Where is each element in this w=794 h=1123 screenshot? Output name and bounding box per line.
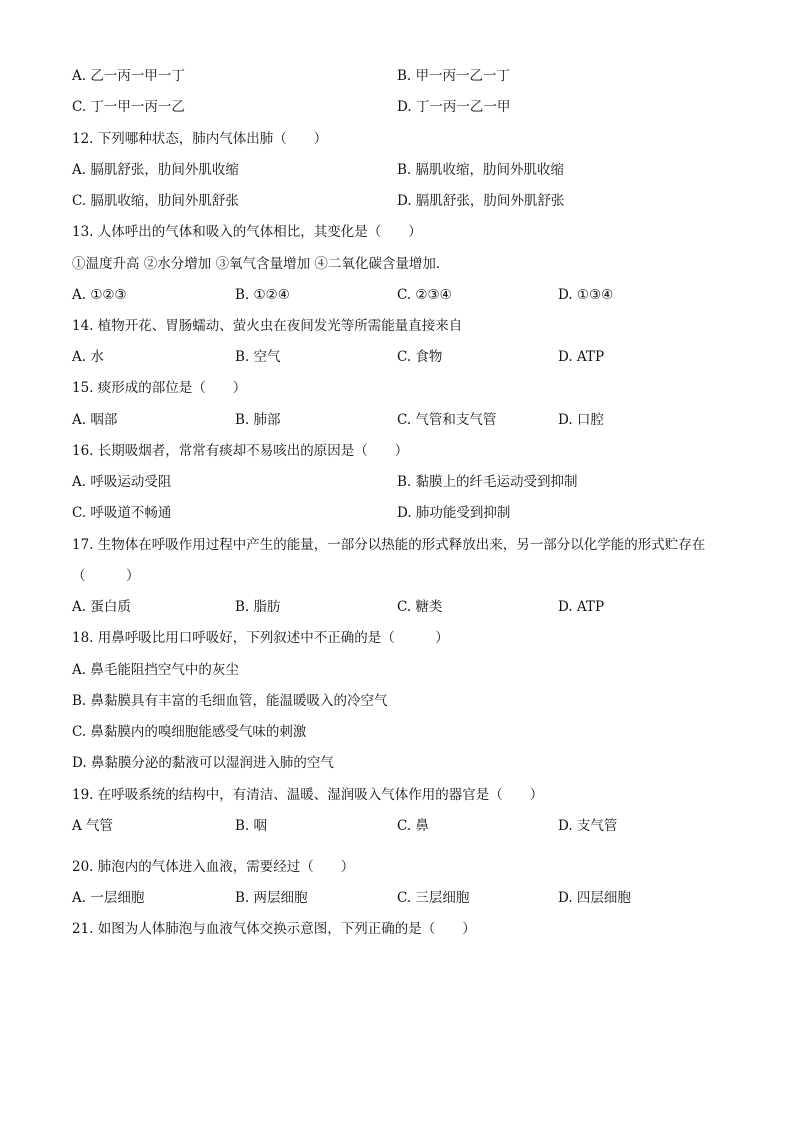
q16-stem: 16. 长期吸烟者，常常有痰却不易咳出的原因是（ ） [72, 443, 409, 459]
q16-option-b: B. 黏膜上的纤毛运动受到抑制 [397, 474, 578, 490]
q14-option-d: D. ATP [558, 349, 605, 365]
q11-option-b: B. 甲一丙一乙一丁 [397, 68, 511, 84]
q12-option-c: C. 膈肌收缩，肋间外肌舒张 [72, 193, 239, 209]
q17-stem: 17. 生物体在呼吸作用过程中产生的能量，一部分以热能的形式释放出来，另一部分以化学能的形式贮存在 [72, 537, 706, 553]
q17-option-b: B. 脂肪 [235, 599, 281, 615]
q11-options-row-2 [72, 97, 754, 117]
q16-option-a: A. 呼吸运动受阻 [72, 474, 172, 490]
q17-options [72, 597, 754, 617]
q15-option-d: D. 口腔 [558, 412, 604, 428]
q14-option-b: B. 空气 [235, 349, 281, 365]
q12-option-a: A. 膈肌舒张，肋间外肌收缩 [72, 162, 239, 178]
q19-option-b: B. 咽 [235, 818, 268, 834]
q12-stem: 12. 下列哪种状态，肺内气体出肺（ ） [72, 131, 328, 147]
q12-option-b: B. 膈肌收缩，肋间外肌收缩 [397, 162, 565, 178]
q20-options [72, 888, 754, 908]
q17-option-c: C. 糖类 [397, 599, 443, 615]
q13-stem: 13. 人体呼出的气体和吸入的气体相比，其变化是（ ） [72, 224, 422, 240]
q17-option-d: D. ATP [558, 599, 605, 615]
q20-option-b: B. 两层细胞 [235, 890, 308, 906]
q20-option-d: D. 四层细胞 [558, 890, 631, 906]
q18-option-c: C. 鼻黏膜内的嗅细胞能感受气味的刺激 [72, 724, 307, 740]
q13-options [72, 285, 754, 305]
q18-option-d: D. 鼻黏膜分泌的黏液可以湿润进入肺的空气 [72, 755, 334, 771]
q17-stem-continued: （ ） [72, 568, 140, 584]
q19-options [72, 816, 754, 836]
q15-option-b: B. 肺部 [235, 412, 281, 428]
q16-option-d: D. 肺功能受到抑制 [397, 505, 511, 521]
q15-option-c: C. 气管和支气管 [397, 412, 497, 428]
q18-option-b: B. 鼻黏膜具有丰富的毛细血管，能温暖吸入的冷空气 [72, 693, 388, 709]
q20-stem: 20. 肺泡内的气体进入血液，需要经过（ ） [72, 859, 355, 875]
q13-option-a: A. ①②③ [72, 287, 127, 303]
q19-option-a: A 气管 [72, 818, 114, 834]
q15-options [72, 410, 754, 430]
q14-option-c: C. 食物 [397, 349, 443, 365]
q11-options-row-1 [72, 66, 754, 86]
q19-option-c: C. 鼻 [397, 818, 429, 834]
q19-stem: 19. 在呼吸系统的结构中，有清洁、温暖、湿润吸入气体作用的器官是（ ） [72, 787, 544, 803]
q11-option-c: C. 丁一甲一丙一乙 [72, 99, 185, 115]
q12-options-row-1 [72, 160, 754, 180]
q15-stem: 15. 痰形成的部位是（ ） [72, 380, 247, 396]
q16-options-row-2 [72, 503, 754, 523]
q13-note: ①温度升高 ②水分增加 ③氧气含量增加 ④二氧化碳含量增加. [72, 256, 441, 272]
q11-option-a: A. 乙一丙一甲一丁 [72, 68, 185, 84]
q20-option-a: A. 一层细胞 [72, 890, 145, 906]
q17-option-a: A. 蛋白质 [72, 599, 131, 615]
q20-option-c: C. 三层细胞 [397, 890, 470, 906]
q16-options-row-1 [72, 472, 754, 492]
q12-option-d: D. 膈肌舒张，肋间外肌舒张 [397, 193, 565, 209]
q19-option-d: D. 支气管 [558, 818, 618, 834]
q13-option-d: D. ①③④ [558, 287, 614, 303]
q13-option-c: C. ②③④ [397, 287, 452, 303]
q15-option-a: A. 咽部 [72, 412, 118, 428]
q12-options-row-2 [72, 191, 754, 211]
q18-stem: 18. 用鼻呼吸比用口呼吸好，下列叙述中不正确的是（ ） [72, 630, 449, 646]
q18-option-a: A. 鼻毛能阻挡空气中的灰尘 [72, 662, 239, 678]
q14-option-a: A. 水 [72, 349, 104, 365]
q13-option-b: B. ①②④ [235, 287, 290, 303]
q21-stem: 21. 如图为人体肺泡与血液气体交换示意图，下列正确的是（ ） [72, 921, 476, 937]
q14-stem: 14. 植物开花、胃肠蠕动、萤火虫在夜间发光等所需能量直接来自 [72, 318, 463, 334]
q11-option-d: D. 丁一丙一乙一甲 [397, 99, 511, 115]
q14-options [72, 347, 754, 367]
q16-option-c: C. 呼吸道不畅通 [72, 505, 172, 521]
